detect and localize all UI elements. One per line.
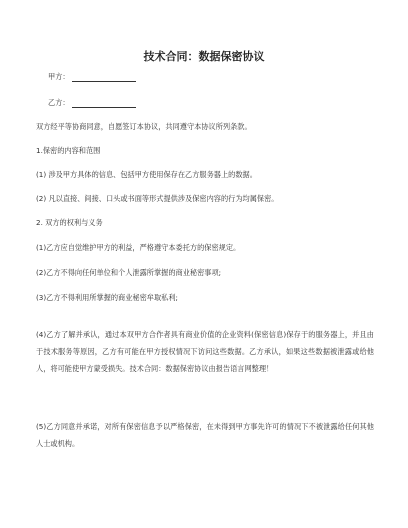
party-a-line — [48, 72, 136, 82]
item-2-3: (3)乙方不得利用所掌握的商业秘密牟取私利; — [36, 293, 178, 302]
document-title: 技术合同：数据保密协议 — [143, 50, 265, 63]
item-1-1: (1) 涉及甲方具体的信息、包括甲方使用保存在乙方服务器上的数据。 — [36, 170, 257, 179]
item-2-5: (5)乙方同意并承诺，对所有保密信息予以严格保密，在未得到甲方事先许可的情况下不被泄露给任何其他人士或机构。 — [36, 422, 374, 448]
party-b-blank — [72, 99, 136, 108]
preamble: 双方经平等协商同意，自愿签订本协议，共同遵守本协议所列条款。 — [36, 122, 252, 131]
party-b-line — [48, 98, 136, 108]
party-a-label: 甲方： — [48, 72, 70, 81]
party-b-label: 乙方： — [48, 98, 70, 107]
section-2-heading: 2. 双方的权利与义务 — [36, 218, 103, 227]
section-1-heading: 1.保密的内容和范围 — [36, 146, 101, 155]
party-a-blank — [72, 73, 136, 82]
item-2-2: (2)乙方不得向任何单位和个人泄露所掌握的商业秘密事项; — [36, 268, 222, 277]
item-2-4: (4)乙方了解并承认，通过本双甲方合作者具有商业价值的企业资料(保密信息)保存于的服务器上，并且由于技术服务等原因，乙方有可能在甲方授权情况下访问这些数据。乙方承认，如果这些数据被泄露或给他人，将可能使甲方蒙受损失。技术合同：数据保密协议由报告语言网整理！ — [36, 330, 374, 373]
item-2-1: (1)乙方应自觉维护甲方的利益，严格遵守本委托方的保密规定。 — [36, 243, 241, 252]
item-1-2: (2) 凡以直接、间接、口头或书面等形式提供涉及保密内容的行为均属保密。 — [36, 194, 279, 203]
